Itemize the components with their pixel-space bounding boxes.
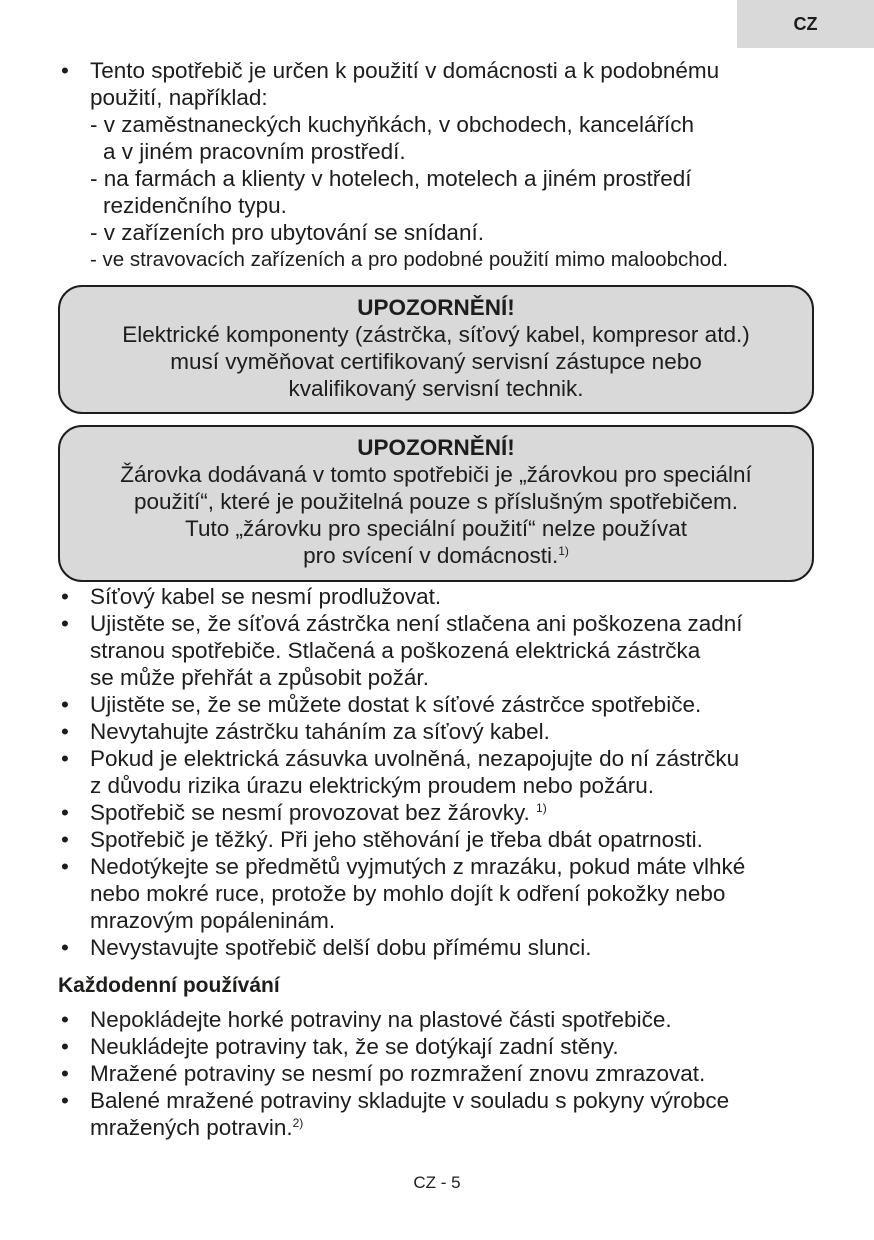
item-text: Neukládejte potraviny tak, že se dotýkají zadní stěny. xyxy=(90,1034,619,1059)
list-item xyxy=(58,934,838,961)
list-item xyxy=(58,583,838,610)
bullet: • xyxy=(61,746,69,771)
warning-line: Elektrické komponenty (zástrčka, síťový kabel, kompresor atd.) xyxy=(122,322,750,347)
warning-line: pro svícení v domácnosti.$^{1)}$ xyxy=(303,543,569,568)
bullet: • xyxy=(61,827,69,852)
item-text: Nedotýkejte se předmětů vyjmutých z mrazáku, pokud máte vlhké xyxy=(90,854,746,879)
page-number: CZ - 5 xyxy=(413,1173,461,1192)
item-text: nebo mokré ruce, protože by mohlo dojít k odření pokožky nebo xyxy=(90,881,726,906)
list-item xyxy=(58,57,838,273)
warning-line: použití“, které je použitelná pouze s příslušným spotřebičem. xyxy=(133,489,739,514)
warning-line: Žárovka dodávaná v tomto spotřebiči je „žárovkou pro speciální xyxy=(120,462,752,487)
bullet: • xyxy=(61,1088,69,1113)
list-item xyxy=(58,799,838,826)
item-text: Síťový kabel se nesmí prodlužovat. xyxy=(90,584,442,609)
item-text: Ujistěte se, že síťová zástrčka není stlačena ani poškozena zadní xyxy=(90,611,743,636)
item-text: se může přehřát a způsobit požár. xyxy=(90,665,429,690)
bullet: • xyxy=(61,584,69,609)
warning-line: kvalifikovaný servisní technik. xyxy=(288,376,584,401)
sub-item: - v zařízeních pro ubytování se snídaní. xyxy=(90,220,484,245)
warning-line: Tuto „žárovku pro speciální použití“ nelze používat xyxy=(185,516,687,541)
warning-title: UPOZORNĚNÍ! xyxy=(357,295,515,320)
list-item xyxy=(58,1060,838,1087)
list-item xyxy=(58,718,838,745)
footnote-ref: 2) xyxy=(292,1116,304,1130)
warning-box-bulb xyxy=(58,425,814,582)
item-text: z důvodu rizika úrazu elektrickým proudem nebo požáru. xyxy=(90,773,655,798)
list-item xyxy=(58,1087,838,1141)
bullet: • xyxy=(61,719,69,744)
item-text: Spotřebič je těžký. Při jeho stěhování je třeba dbát opatrnosti. xyxy=(90,827,703,852)
sub-item: - na farmách a klienty v hotelech, motelech a jiném prostředí xyxy=(90,166,692,191)
item-text: Pokud je elektrická zásuvka uvolněná, nezapojujte do ní zástrčku xyxy=(90,746,740,771)
safety-list xyxy=(58,583,838,961)
item-text: Nepokládejte horké potraviny na plastové části spotřebiče. xyxy=(90,1007,672,1032)
bullet: • xyxy=(61,800,69,825)
item-text: stranou spotřebiče. Stlačená a poškozená elektrická zástrčka xyxy=(90,638,701,663)
item-text-body: Spotřebič se nesmí provozovat bez žárovky. xyxy=(90,800,537,825)
item-text: použití, například: xyxy=(90,85,268,110)
list-item xyxy=(58,1006,838,1033)
bullet: • xyxy=(61,611,69,636)
list-item xyxy=(58,826,838,853)
intro-list xyxy=(58,57,838,273)
list-item xyxy=(58,1033,838,1060)
sub-item: rezidenčního typu. xyxy=(103,193,287,218)
footnote-ref: 1) xyxy=(558,544,569,558)
item-text xyxy=(90,1114,838,1141)
bullet: • xyxy=(61,935,69,960)
item-text: Balené mražené potraviny skladujte v souladu s pokyny výrobce xyxy=(90,1088,730,1113)
list-item xyxy=(58,745,838,799)
bullet: • xyxy=(61,58,69,83)
item-text: Mražené potraviny se nesmí po rozmražení znovu zmrazovat. xyxy=(90,1061,706,1086)
bullet: • xyxy=(61,1061,69,1086)
sub-item: a v jiném pracovním prostředí. xyxy=(103,139,406,164)
footnote-ref: 1) xyxy=(536,801,547,815)
item-text xyxy=(90,799,838,826)
item-text: mrazovým popáleninám. xyxy=(90,908,336,933)
warning-line: musí vyměňovat certifikovaný servisní zástupce nebo xyxy=(170,349,702,374)
item-text-body: mražených potravin. xyxy=(90,1115,293,1140)
warning-title: UPOZORNĚNÍ! xyxy=(357,435,515,460)
bullet: • xyxy=(61,854,69,879)
warning-box-components xyxy=(58,285,814,414)
sub-item: - ve stravovacích zařízeních a pro podobné použití mimo maloobchod. xyxy=(90,248,729,271)
bullet: • xyxy=(61,1007,69,1032)
list-item xyxy=(58,853,838,934)
bullet: • xyxy=(61,1034,69,1059)
daily-use-list xyxy=(58,1006,838,1141)
bullet: • xyxy=(61,692,69,717)
language-tab: CZ xyxy=(737,0,874,48)
item-text: Nevytahujte zástrčku taháním za síťový kabel. xyxy=(90,719,550,744)
list-item xyxy=(58,691,838,718)
section-heading-daily-use: Každodenní používání xyxy=(58,974,280,997)
item-text: Ujistěte se, že se můžete dostat k síťové zástrčce spotřebiče. xyxy=(90,692,702,717)
sub-item: - v zaměstnaneckých kuchyňkách, v obchodech, kancelářích xyxy=(90,112,695,137)
list-item xyxy=(58,610,838,691)
item-text: Nevystavujte spotřebič delší dobu přímému slunci. xyxy=(90,935,592,960)
item-text: Tento spotřebič je určen k použití v domácnosti a k podobnému xyxy=(90,58,720,83)
